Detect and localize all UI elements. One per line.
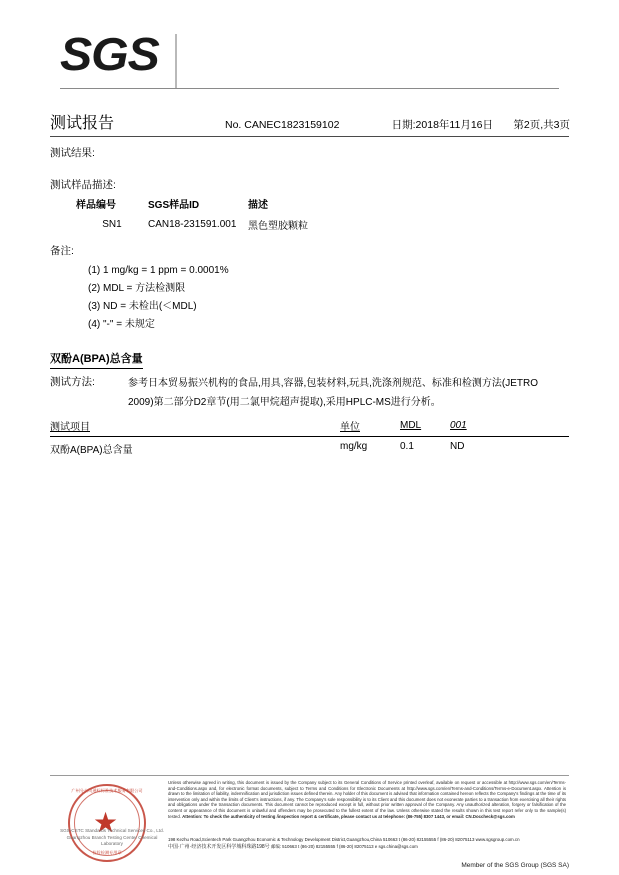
seal-top-text: 广州分公司通标标准技术服务有限公司 [71,788,143,793]
title-rule [50,136,569,137]
remark-label: 备注: [50,245,74,257]
cell-test-item: 双酚A(BPA)总含量 [50,445,133,456]
cell-sgs-id: CAN18-231591.001 [148,219,237,230]
disclaimer-attention: Attention: To check the authenticity of testing /inspection report & certificate, please contact us at telephone: (86-755) 8307 1443, or email: CN.Doccheck@sgs.com [182,813,515,819]
list-item: (3) ND = 未检出(＜MDL) [88,301,197,312]
footer-address-cn-contact: 邮编: 510663 t (86-20) 82155555 f (86-20) 82075113 e sgs.china@sgs.com [270,844,418,849]
footer-rule [50,775,569,776]
logo-divider-tick [175,34,177,88]
star-icon: ★ [93,807,119,838]
section-heading-bpa: 双酚A(BPA)总含量 [50,350,143,369]
header-rule [60,88,559,89]
cell-result-value: ND [450,441,465,452]
seal-lab-line-1: SGS-CSTC Standards Technical Services Co., Ltd. [60,828,164,833]
column-header-sgs-id: SGS样品ID [148,200,200,211]
table-row [50,437,569,457]
report-number: No. CANEC1823159102 [225,119,340,131]
title-row [50,110,570,133]
sample-table [76,196,378,232]
company-seal-stamp [58,782,166,864]
column-header-unit: 单位 [340,418,400,437]
cell-sample-no: SN1 [102,219,122,230]
list-item: (2) MDL = 方法检测限 [88,283,186,294]
column-header-description: 描述 [248,200,268,211]
column-header-sample-001: 001 [450,418,569,437]
seal-lab-lines [58,828,166,848]
column-header-mdl: MDL [400,418,450,437]
footer-address-cn-row [168,843,568,851]
column-header-sample-no: 样品编号 [76,200,116,211]
cell-mdl: 0.1 [400,441,414,452]
page-title: 测试报告 [50,115,115,132]
column-header-test-item: 测试项目 [50,418,340,437]
results-label: 测试结果: [50,147,95,159]
report-date: 日期:2018年11月16日 [391,119,493,131]
disclaimer-body: Unless otherwise agreed in writing, this document is issued by the Company subject to its General Conditions of Service printed overleaf, available on request or accessible at http://www.sgs.com/en/Terms-and-Conditions.aspx and, for electronic format documents, subject to Terms and Conditions for Electronic Documents at http://www.sgs.com/en/Terms-and-Conditions/Terms-e-Document.aspx. Attention is drawn to the limitation of liability, indemnification and jurisdiction issues defined therein. Any holder of this document is advised that information contained hereon reflects the Company's findings at the time of its intervention only and within the limits of Client's instructions, if any. The Company's sole responsibility is to its Client and this document does not exonerate parties to a transaction from exercising all their rights and obligations under the transaction documents. This document cannot be reproduced except in full, without prior written approval of the Company. Any unauthorized alteration, forgery or falsification of the content or appearance of this document is unlawful and offenders may be prosecuted to the fullest extent of the law. Unless otherwise stated the results shown in this test report refer only to the sample(s) tested. [168,780,566,819]
list-item: (1) 1 mg/kg = 1 ppm = 0.0001% [88,265,229,276]
seal-bottom-text: 检验检测专用章 [92,850,122,855]
table-row [76,217,378,232]
seal-lab-line-2: Guangzhou Branch Testing Center Chemical Laboratory [66,834,158,846]
footer-address [168,836,568,851]
page-number: 第2页,共3页 [513,119,570,131]
remark-list [88,262,229,334]
sgs-logo [60,30,180,78]
sgs-logo-text: SGS [60,28,159,80]
test-method-label: 测试方法: [50,376,95,388]
footer-member-note: Member of the SGS Group (SGS SA) [461,862,569,869]
cell-description: 黑色塑胶颗粒 [248,221,308,232]
footer-address-en: 198 Kezhu Road,Scientech Park Guangzhou Economic & Technology Development District,Guangzhou,China 510663 t (86-20) 82155555 f (86-20) 82075113 www.sgsgroup.com.cn [168,837,520,842]
footer-address-cn: 中国·广州·经济技术开发区科学城科珠路198号 [168,844,270,850]
table-header-row [76,196,378,217]
list-item: (4) "-" = 未规定 [88,319,155,330]
result-table [50,418,569,456]
test-method-text: 参考日本贸易振兴机构的食品,用具,容器,包装材料,玩具,洗涤剂规范、标准和检测方法(JETRO 2009)第二部分D2章节(用二氯甲烷超声提取),采用HPLC-MS进行分析。 [128,378,538,408]
cell-unit: mg/kg [340,441,368,452]
footer-disclaimer [168,780,566,819]
table-header-row [50,418,569,437]
sample-description-label: 测试样品描述: [50,179,116,191]
